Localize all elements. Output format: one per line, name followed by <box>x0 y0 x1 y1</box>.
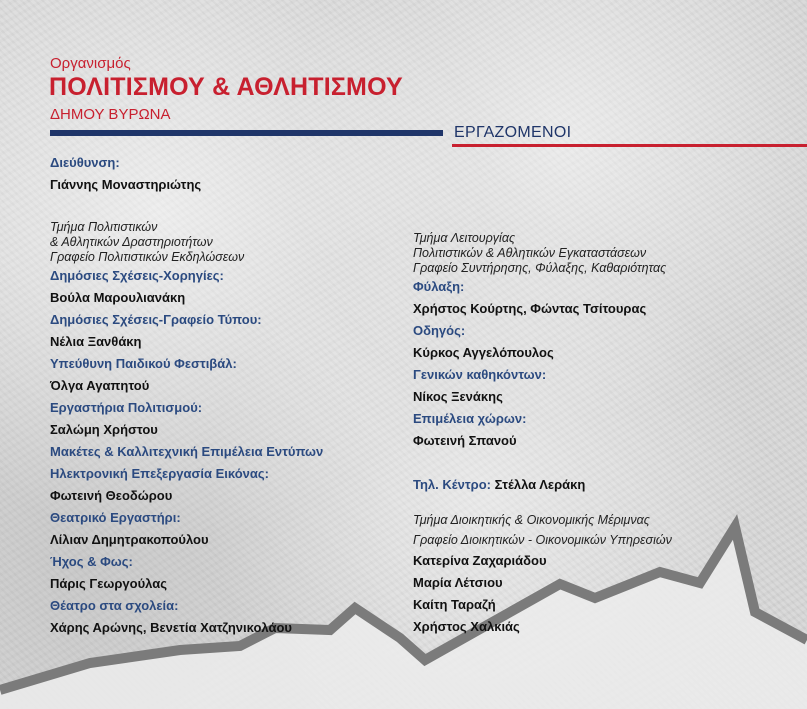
role-label: Γενικών καθηκόντων: <box>413 367 547 382</box>
role-label: Δημόσιες Σχέσεις-Χορηγίες: <box>50 268 224 283</box>
org-title: ΠΟΛΙΤΙΣΜΟΥ & ΑΘΛΗΤΙΣΜΟΥ <box>49 73 403 101</box>
red-divider <box>452 144 807 147</box>
dept-line: Γραφείο Πολιτιστικών Εκδηλώσεων <box>50 250 245 264</box>
org-label: Οργανισμός <box>50 55 131 72</box>
role-name: Λίλιαν Δημητρακοπούλου <box>50 532 209 547</box>
switchboard-label: Τηλ. Κέντρο: <box>413 477 491 492</box>
role-label: Ηλεκτρονική Επεξεργασία Εικόνας: <box>50 466 269 481</box>
staff-name: Καίτη Ταραζή <box>413 597 496 612</box>
role-label: Εργαστήρια Πολιτισμού: <box>50 400 203 415</box>
role-name: Νίκος Ξενάκης <box>413 389 503 404</box>
direction-label: Διεύθυνση: <box>50 155 120 170</box>
role-name: Νέλια Ξανθάκη <box>50 334 142 349</box>
role-name: Χάρης Αρώνης, Βενετία Χατζηνικολάου <box>50 620 292 635</box>
role-label: Οδηγός: <box>413 323 466 338</box>
role-name: Φωτεινή Σπανού <box>413 433 517 448</box>
role-name: Φωτεινή Θεοδώρου <box>50 488 173 503</box>
dept-line: Τμήμα Πολιτιστικών <box>50 220 158 234</box>
org-municipality: ΔΗΜΟΥ ΒΥΡΩΝΑ <box>50 106 171 123</box>
role-label: Μακέτες & Καλλιτεχνική Επιμέλεια Εντύπων <box>50 444 324 459</box>
staff-name: Μαρία Λέτσιου <box>413 575 503 590</box>
dept-line: Τμήμα Λειτουργίας <box>413 231 516 245</box>
dept-line: Γραφείο Διοικητικών - Οικονομικών Υπηρεσιών <box>413 533 672 547</box>
role-label: Επιμέλεια χώρων: <box>413 411 527 426</box>
dept-line: Πολιτιστικών & Αθλητικών Εγκαταστάσεων <box>413 246 647 260</box>
role-name: Κύρκος Αγγελόπουλος <box>413 345 554 360</box>
role-name: Σαλώμη Χρήστου <box>50 422 158 437</box>
role-label: Υπεύθυνη Παιδικού Φεστιβάλ: <box>50 356 237 371</box>
staff-name: Χρήστος Χαλκιάς <box>413 619 520 634</box>
role-label: Ήχος & Φως: <box>50 554 133 569</box>
dept-line: Γραφείο Συντήρησης, Φύλαξης, Καθαριότητας <box>413 261 667 275</box>
staff-name: Κατερίνα Ζαχαριάδου <box>413 553 547 568</box>
section-title: ΕΡΓΑΖΟΜΕΝΟΙ <box>454 124 572 141</box>
role-label: Φύλαξη: <box>413 279 465 294</box>
left-column <box>50 152 410 639</box>
switchboard-row <box>413 474 803 496</box>
role-label: Θεατρικό Εργαστήρι: <box>50 510 181 525</box>
right-column <box>413 231 803 638</box>
role-label: Θέατρο στα σχολεία: <box>50 598 179 613</box>
switchboard-name: Στέλλα Λεράκη <box>494 477 586 492</box>
dept-line: & Αθλητικών Δραστηριοτήτων <box>50 235 213 249</box>
role-name: Όλγα Αγαπητού <box>50 378 150 393</box>
role-name: Βούλα Μαρουλιανάκη <box>50 290 186 305</box>
role-name: Χρήστος Κούρτης, Φώντας Τσίτουρας <box>413 301 647 316</box>
role-name: Πάρις Γεωργούλας <box>50 576 167 591</box>
blue-divider <box>50 130 443 136</box>
direction-name: Γιάννης Μοναστηριώτης <box>50 177 202 192</box>
dept-line: Τμήμα Διοικητικής & Οικονομικής Μέριμνας <box>413 513 650 527</box>
role-label: Δημόσιες Σχέσεις-Γραφείο Τύπου: <box>50 312 262 327</box>
